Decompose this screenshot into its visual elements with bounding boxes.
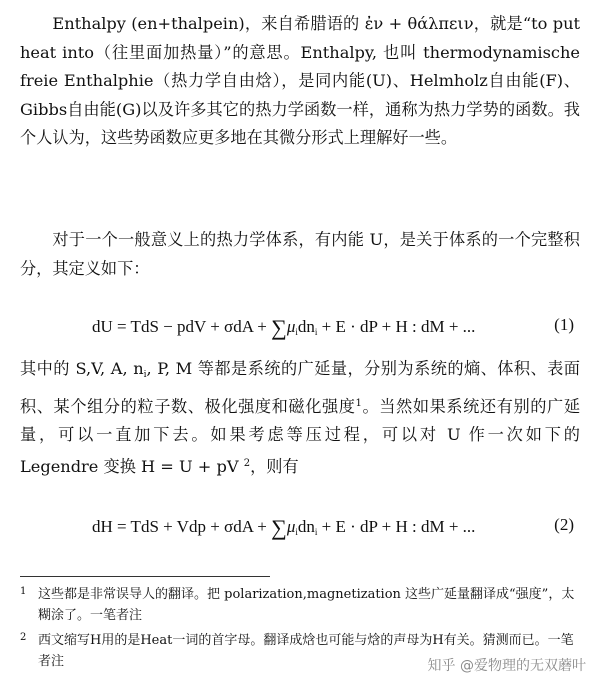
summation-symbol: ∑ — [271, 315, 287, 340]
dn-term: dn — [297, 517, 315, 536]
footnote-ref-2[interactable]: 2 — [243, 457, 251, 469]
equation-2-number: (2) — [554, 515, 574, 534]
eq-right: + E · dP + H : dM + ... — [317, 317, 476, 336]
paragraph-extensive-quantities — [20, 355, 580, 481]
subscript-i: i — [295, 527, 298, 537]
paragraph-enthalpy-intro — [20, 10, 580, 153]
equation-1-expression — [92, 315, 475, 341]
equation-1-number: (1) — [554, 315, 574, 334]
mu-symbol: μ — [286, 517, 296, 536]
zhihu-watermark: 知乎 @爱物理的无双蘑叶 — [427, 658, 586, 674]
subscript-i: i — [143, 370, 147, 380]
paragraph-text: 。当然如果系统还有别的广延量，可以一直加下去。如果考虑等压过程，可以对 U 作一次如下的 Legendre 变换 H = U + pV — [20, 396, 581, 476]
footnote-mark: 1 — [20, 586, 27, 597]
paragraph-text: , P, M 等都是系统的广延量，分别为系统的熵、体积、表面积、某个组分的粒子数、极化强度和磁化强度 — [20, 359, 580, 416]
eq-right: + E · dP + H : dM + ... — [317, 517, 476, 536]
footnote-divider — [20, 576, 270, 577]
subscript-i: i — [295, 327, 298, 337]
paragraph-text: ，则有 — [250, 456, 299, 476]
subscript-i: i — [314, 327, 318, 337]
footnote-ref-1[interactable]: 1 — [355, 397, 362, 409]
equation-1 — [0, 311, 600, 341]
eq-left: dU = TdS − pdV + σdA + — [92, 317, 272, 336]
mu-symbol: μ — [286, 317, 296, 336]
paragraph-text: 其中的 S,V, A, n — [20, 359, 144, 378]
eq-left: dH = TdS + Vdp + σdA + — [92, 517, 272, 536]
paragraph-text: Enthalpy (en+thalpein)，来自希腊语的 ἐν + θάλπειν，就是“to put heat into（往里面加热量）”的意思。Enthalpy, 也叫 thermodynamische freie Enthalphie（热力学自由焓），是同内能(U)、Helmholz自由能(F)、Gibbs自由能(G)以及许多其它的热力学函数一样，通称为热力学势的函数。我个人认为，这些势函数应更多地在其微分形式上理解好一些。 — [20, 14, 580, 147]
footnote-mark: 2 — [20, 632, 27, 643]
paragraph-internal-energy — [20, 226, 580, 283]
equation-2-expression — [92, 515, 475, 541]
dn-term: dn — [297, 317, 315, 336]
footnote-1 — [20, 584, 580, 626]
subscript-i: i — [314, 527, 318, 537]
summation-symbol: ∑ — [271, 515, 287, 540]
equation-2 — [0, 511, 600, 541]
paragraph-text: 对于一个一般意义上的热力学体系，有内能 U，是关于体系的一个完整积分，其定义如下： — [20, 230, 580, 278]
footnote-text: 这些都是非常误导人的翻译。把 polarization,magnetization 这些广延量翻译成“强度”，太糊涂了。一笔者注 — [38, 587, 575, 623]
footnote-text: 西文缩写H用的是Heat一词的首字母。翻译成焓也可能与焓的声母为H有关。猜测而已。一笔者注 — [38, 633, 574, 669]
